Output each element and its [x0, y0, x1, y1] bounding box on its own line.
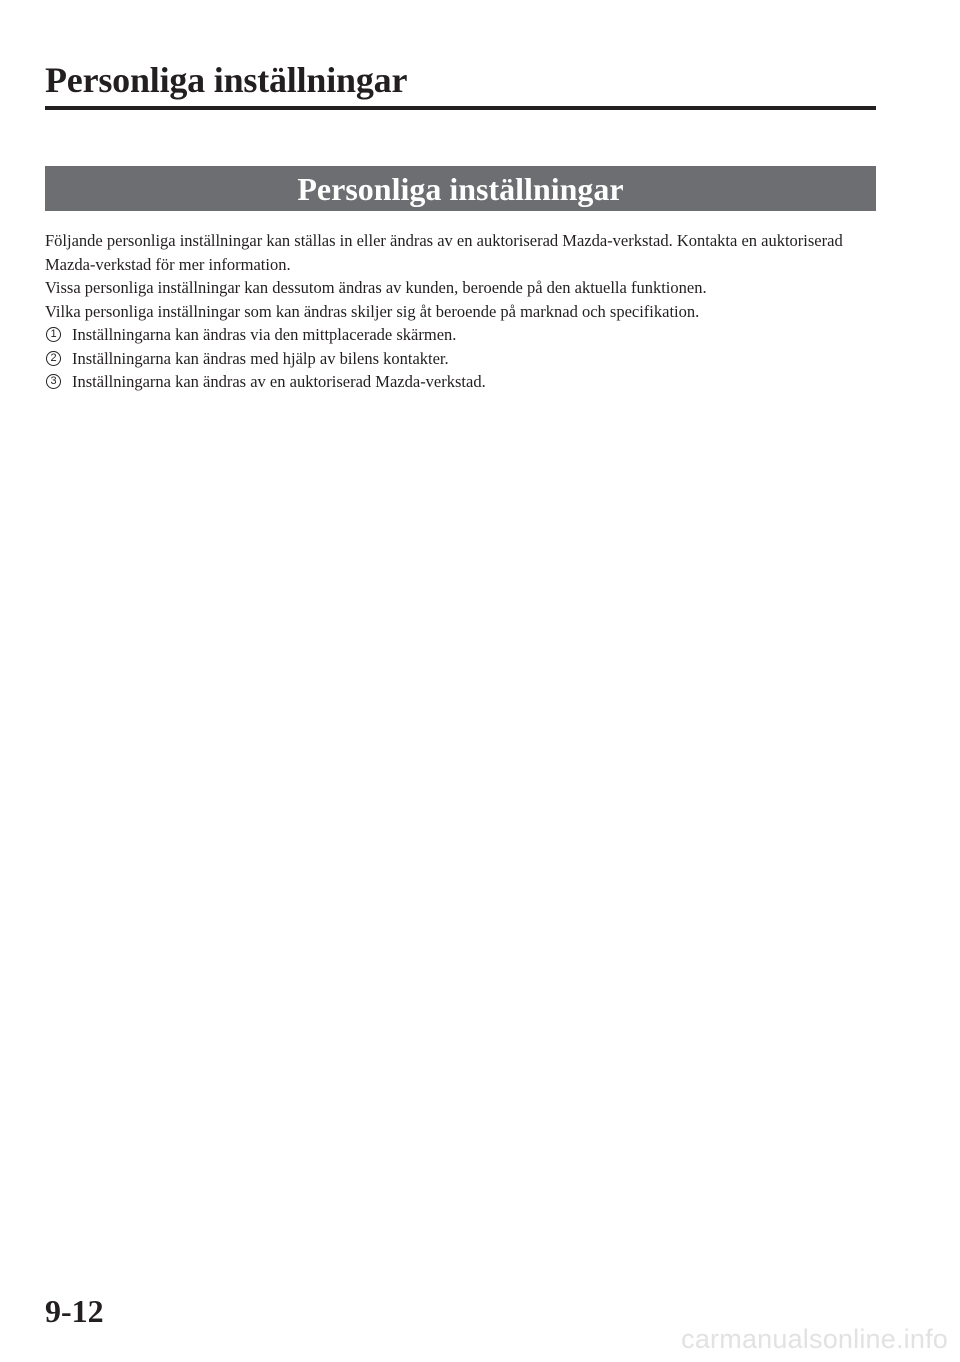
- legend-item: [45, 370, 875, 394]
- circled-number-3-icon: 3: [46, 374, 61, 389]
- body-text: [45, 229, 875, 394]
- running-header-title: Personliga inställningar: [45, 60, 408, 100]
- circled-number-1-icon: 1: [46, 327, 61, 342]
- watermark: carmanualsonline.info: [681, 1324, 948, 1354]
- header-rule: [45, 106, 876, 110]
- paragraph: Vissa personliga inställningar kan dessutom ändras av kunden, beroende på den aktuella funktionen.: [45, 278, 707, 297]
- section-title: Personliga inställningar: [297, 170, 624, 207]
- page-number: 9-12: [45, 1293, 104, 1329]
- legend-item: [45, 323, 875, 347]
- legend-item: [45, 347, 875, 371]
- paragraph: Vilka personliga inställningar som kan ändras skiljer sig åt beroende på marknad och specifikation.: [45, 301, 700, 321]
- legend-text: Inställningarna kan ändras av en auktoriserad Mazda-verkstad.: [72, 372, 486, 391]
- paragraph: Följande personliga inställningar kan ställas in eller ändras av en auktoriserad Mazda-verkstad. Kontakta en auktoriserad Mazda-verkstad för mer information.: [45, 231, 843, 274]
- section-banner: [45, 166, 876, 211]
- circled-number-2-icon: 2: [46, 351, 61, 366]
- legend-text: Inställningarna kan ändras med hjälp av bilens kontakter.: [72, 348, 449, 368]
- legend-text: Inställningarna kan ändras via den mittplacerade skärmen.: [72, 325, 457, 344]
